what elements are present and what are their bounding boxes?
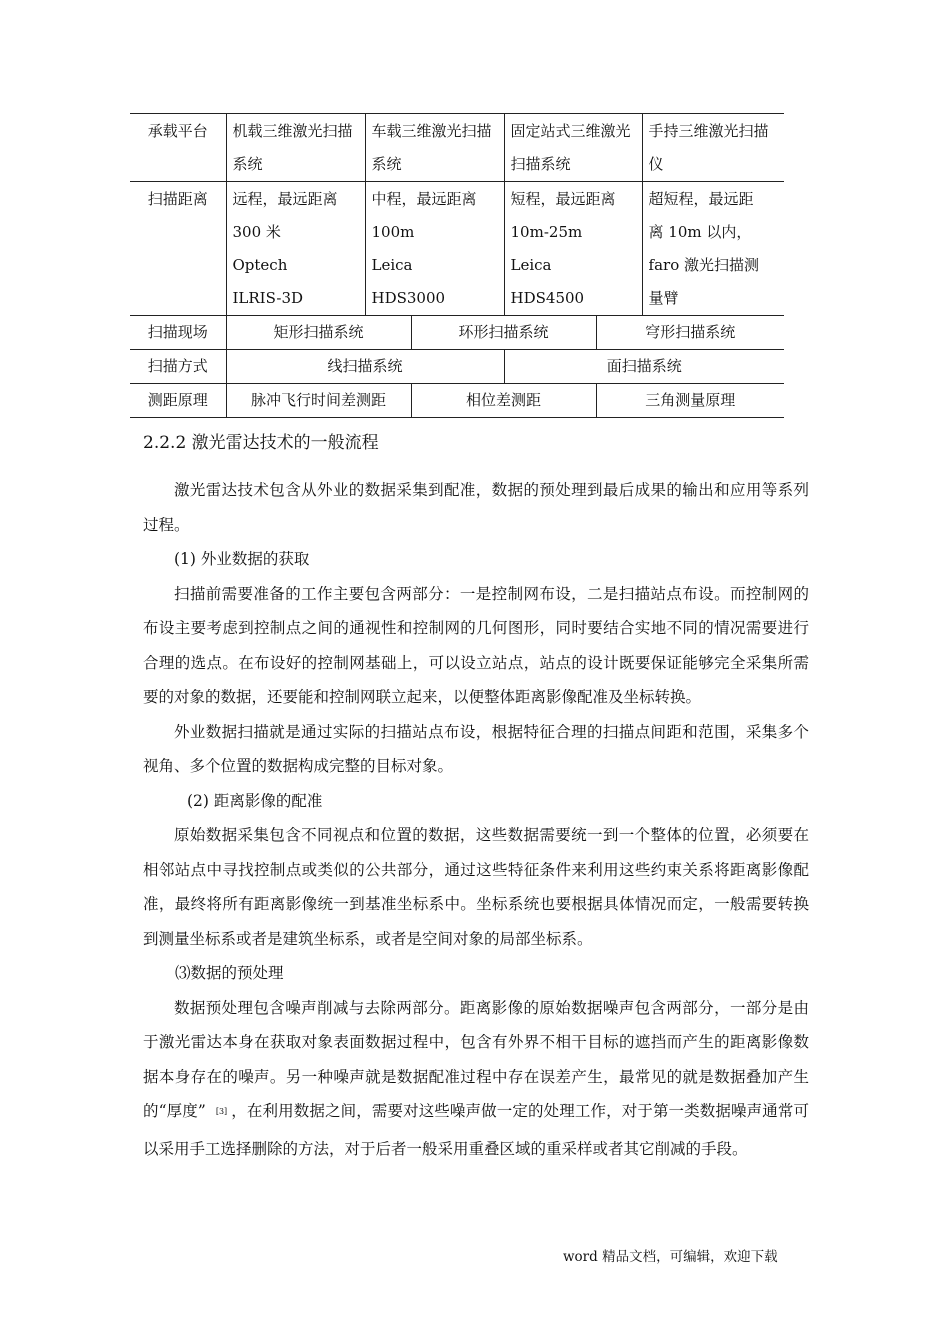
- page-footer: word 精品文档，可编辑，欢迎下载: [563, 1249, 778, 1265]
- table-row: [130, 316, 784, 350]
- subheading: (2) 距离影像的配准: [187, 791, 323, 810]
- table-cell: 脉冲飞行时间差测距: [226, 384, 411, 418]
- table-cell: 面扫描系统: [504, 350, 784, 384]
- table-cell: 线扫描系统: [226, 350, 504, 384]
- table-cell: 固定站式三维激光扫描系统: [504, 114, 642, 182]
- cell-line: HDS4500: [510, 289, 585, 307]
- table-cell: 相位差测距: [411, 384, 596, 418]
- paragraph-text: 数据预处理包含噪声削减与去除两部分。距离影像的原始数据噪声包含两部分，一部分是由于激光雷达本身在获取对象表面数据过程中，包含有外界不相干目标的遮挡而产生的距离影像数据本身存在的噪声。另一种噪声就是数据配准过程中存在误差产生，最常见的就是数据叠加产生的“厚度”: [143, 998, 809, 1120]
- cell-line: Leica: [510, 256, 552, 274]
- row-label: 扫描距离: [130, 182, 226, 316]
- table-cell: 三角测量原理: [596, 384, 784, 418]
- section-heading: 2.2.2 激光雷达技术的一般流程: [143, 433, 379, 453]
- cell-line: faro 激光扫描测: [648, 256, 759, 274]
- cell-line: Optech: [232, 256, 288, 274]
- row-label: 承载平台: [130, 114, 226, 182]
- cell-line: Leica: [371, 256, 413, 274]
- lidar-classification-table: [130, 113, 784, 418]
- cell-line: HDS3000: [371, 289, 446, 307]
- section-body: [143, 473, 809, 1166]
- citation-ref[interactable]: [3]: [215, 1107, 228, 1116]
- table-row: [130, 384, 784, 418]
- subheading: ⑶数据的预处理: [175, 964, 284, 982]
- table-row: [130, 182, 784, 316]
- row-label: 扫描现场: [130, 316, 226, 350]
- paragraph: [143, 991, 809, 1167]
- cell-line: ILRIS-3D: [232, 289, 304, 307]
- table-row: [130, 114, 784, 182]
- table-cell: 手持三维激光扫描仪: [642, 114, 784, 182]
- table-cell: [226, 182, 365, 316]
- table-cell: 穹形扫描系统: [596, 316, 784, 350]
- cell-line: 10m-25m: [510, 223, 583, 241]
- paragraph: 激光雷达技术包含从外业的数据采集到配准，数据的预处理到最后成果的输出和应用等系列过程。: [143, 481, 809, 534]
- table-cell: 机载三维激光扫描系统: [226, 114, 365, 182]
- cell-line: 中程，最远距离: [371, 190, 477, 208]
- table-row: [130, 350, 784, 384]
- row-label: 扫描方式: [130, 350, 226, 384]
- paragraph: 外业数据扫描就是通过实际的扫描站点布设，根据特征合理的扫描点间距和范围，采集多个视角、多个位置的数据构成完整的目标对象。: [143, 722, 809, 775]
- paragraph: 扫描前需要准备的工作主要包含两部分：一是控制网布设，二是扫描站点布设。而控制网的布设主要考虑到控制点之间的通视性和控制网的几何图形，同时要结合实地不同的情况需要进行合理的选点。在布设好的控制网基础上，可以设立站点，站点的设计既要保证能够完全采集所需要的对象的数据，还要能和控制网联立起来，以便整体距离影像配准及坐标转换。: [143, 584, 809, 706]
- table-cell: [365, 182, 504, 316]
- table-cell: 车载三维激光扫描系统: [365, 114, 504, 182]
- table-cell: [504, 182, 642, 316]
- subheading: (1) 外业数据的获取: [174, 550, 310, 568]
- paragraph-text: ，在利用数据之间，需要对这些噪声做一定的处理工作，对于第一类数据噪声通常可以采用手工选择删除的方法，对于后者一般采用重叠区域的重采样或者其它削减的手段。: [143, 1102, 809, 1158]
- cell-line: 离 10m 以内，: [648, 223, 752, 241]
- cell-line: 超短程，最远距: [648, 190, 754, 208]
- cell-line: 短程，最远距离: [510, 190, 616, 208]
- cell-line: 远程，最远距离: [232, 190, 338, 208]
- cell-line: 100m: [371, 223, 415, 241]
- row-label: 测距原理: [130, 384, 226, 418]
- table-cell: [642, 182, 784, 316]
- cell-line: 300 米: [232, 223, 281, 241]
- cell-line: 量臂: [648, 289, 679, 307]
- table-cell: 环形扫描系统: [411, 316, 596, 350]
- table-cell: 矩形扫描系统: [226, 316, 411, 350]
- paragraph: 原始数据采集包含不同视点和位置的数据，这些数据需要统一到一个整体的位置，必须要在相邻站点中寻找控制点或类似的公共部分，通过这些特征条件来利用这些约束关系将距离影像配准，最终将所有距离影像统一到基准坐标系中。坐标系统也要根据具体情况而定，一般需要转换到测量坐标系或者是建筑坐标系，或者是空间对象的局部坐标系。: [143, 826, 809, 948]
